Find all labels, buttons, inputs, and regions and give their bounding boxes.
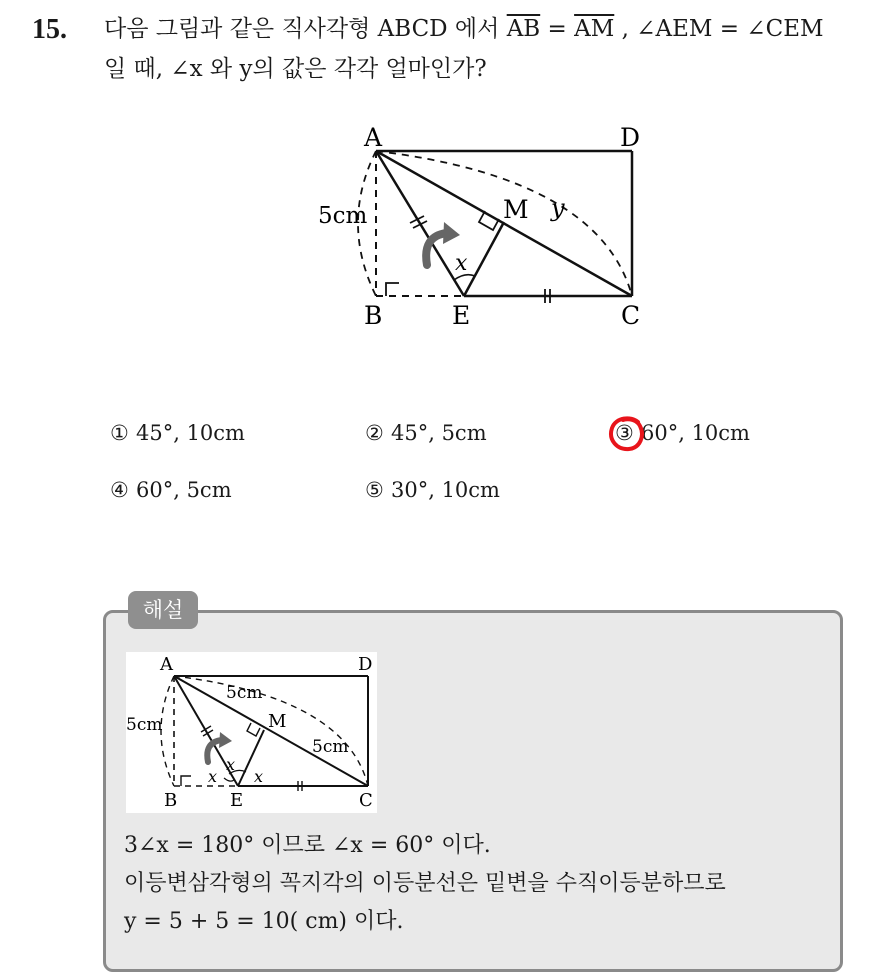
question-text-post: , ∠AEM = ∠CEM: [614, 16, 824, 42]
label-x: x: [455, 251, 468, 276]
choice-1[interactable]: [110, 421, 245, 445]
sol-label-c: C: [359, 790, 373, 811]
solution-line-1: 3∠x = 180° 이므로 ∠x = 60° 이다.: [124, 833, 491, 858]
solution-tag: 해설: [128, 591, 198, 629]
label-m: M: [503, 195, 529, 224]
label-y: y: [551, 194, 565, 222]
sol-arc-ab: [161, 676, 174, 786]
choice-text: 45°, 10cm: [136, 421, 245, 445]
label-c: C: [621, 301, 641, 330]
choice-number: ①: [110, 421, 129, 445]
sol-label-a: A: [160, 654, 173, 675]
sol-label-x-top: x: [226, 755, 236, 774]
choice-5[interactable]: [365, 478, 500, 502]
sol-label-mc-length: 5cm: [312, 737, 349, 757]
sol-label-ab-length: 5cm: [126, 715, 163, 735]
question-text-pre: 다음 그림과 같은 직사각형 ABCD 에서: [104, 16, 507, 42]
sol-label-d: D: [358, 654, 373, 675]
label-a: A: [364, 123, 383, 152]
choice-text: 30°, 10cm: [391, 478, 500, 502]
choice-number: ④: [110, 478, 129, 502]
sol-label-x-left: x: [208, 767, 218, 786]
label-side-length: 5cm: [318, 203, 368, 229]
question-line-1: [104, 16, 824, 44]
choice-text: 45°, 5cm: [391, 421, 487, 445]
choice-text: 60°, 5cm: [136, 478, 232, 502]
right-angle-b: [386, 283, 399, 296]
segment-ab: $\overline{AB}$: [506, 16, 541, 42]
rectangle-figure: [300, 118, 660, 333]
label-d: D: [620, 123, 641, 152]
sol-fold-arrow-head-icon: [219, 732, 232, 748]
choice-2[interactable]: [365, 421, 487, 445]
fold-arrow-head-icon: [443, 222, 460, 244]
sol-right-angle-m: [247, 723, 260, 736]
choice-4[interactable]: [110, 478, 232, 502]
question-number: 15.: [32, 14, 67, 45]
choice-number: ③: [615, 421, 634, 445]
question-line-2: 일 때, ∠x 와 y의 값은 각각 얼마인가?: [104, 56, 487, 82]
equals-sign: =: [540, 16, 575, 42]
label-b: B: [364, 301, 383, 330]
sol-label-m: M: [268, 711, 287, 732]
sol-right-angle-b: [181, 776, 191, 786]
sol-label-am-length: 5cm: [226, 683, 263, 703]
sol-label-b: B: [164, 790, 178, 811]
solution-figure: [126, 652, 377, 813]
segment-em: [464, 222, 504, 296]
sol-label-e: E: [230, 790, 244, 811]
segment-am: $\overline{AM}$: [574, 16, 615, 42]
label-e: E: [452, 301, 471, 330]
sol-label-x-right: x: [254, 767, 264, 786]
answer-circle-mark-icon: [607, 414, 647, 454]
solution-line-2: 이등변삼각형의 꼭지각의 이등분선은 밑변을 수직이등분하므로: [124, 871, 726, 896]
choice-number: ⑤: [365, 478, 384, 502]
choice-number: ②: [365, 421, 384, 445]
solution-line-3: y = 5 + 5 = 10( cm) 이다.: [124, 909, 404, 934]
choice-text: 60°, 10cm: [641, 421, 750, 445]
